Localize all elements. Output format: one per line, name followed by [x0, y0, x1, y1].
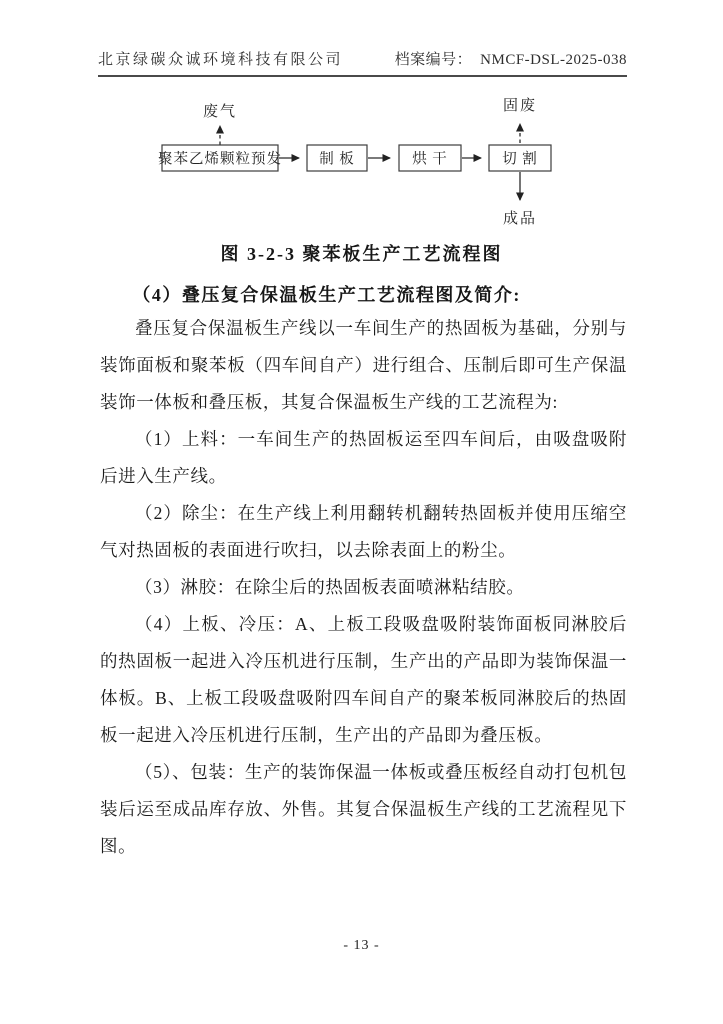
paragraph-step-5: （5）、包装：生产的装饰保温一体板或叠压板经自动打包机包装后运至成品库存放、外售。其复合保温板生产线的工艺流程见下图。	[100, 762, 627, 856]
flow-box-board-making-label: 制 板	[319, 151, 355, 168]
section-heading: （4）叠压复合保温板生产工艺流程图及简介:	[132, 285, 521, 305]
paragraph-step-4: （4）上板、冷压：A、上板工段吸盘吸附装饰面板同淋胶后的热固板一起进入冷压机进行压制，生产出的产品即为装饰保温一体板。B、上板工段吸盘吸附四车间自产的聚苯板同淋胶后的热固板一起进入冷压机进行压制，生产出的产品即为叠压板。	[100, 614, 627, 745]
archive-number-label: 档案编号：	[394, 52, 473, 68]
figure-caption: 图 3-2-3 聚苯板生产工艺流程图	[220, 244, 503, 264]
waste-gas-label: 废气	[202, 104, 238, 120]
archive-number-value: NMCF-DSL-2025-038	[480, 52, 627, 68]
paragraph-step-1: （1）上料：一车间生产的热固板运至四车间后，由吸盘吸附后进入生产线。	[100, 429, 627, 486]
product-label: 成品	[502, 211, 538, 227]
flow-box-cutting-label: 切 割	[502, 151, 538, 168]
flowchart-canvas	[0, 88, 723, 233]
company-name: 北京绿碳众诚环境科技有限公司	[98, 52, 344, 68]
paragraph-step-3: （3）淋胶：在除尘后的热固板表面喷淋粘结胶。	[135, 577, 525, 597]
archive-number	[395, 48, 627, 69]
paragraph-intro: 叠压复合保温板生产线以一车间生产的热固板为基础，分别与装饰面板和聚苯板（四车间自产）进行组合、压制后即可生产保温装饰一体板和叠压板，其复合保温板生产线的工艺流程为:	[100, 318, 627, 412]
process-flowchart	[0, 88, 723, 233]
solid-waste-label: 固废	[502, 98, 538, 114]
body-text	[100, 310, 627, 865]
flow-box-drying-label: 烘 干	[412, 151, 448, 168]
paragraph-step-2: （2）除尘：在生产线上利用翻转机翻转热固板并使用压缩空气对热固板的表面进行吹扫，以去除表面上的粉尘。	[100, 503, 627, 560]
flow-box-pre-expansion-label: 聚苯乙烯颗粒预发	[158, 151, 282, 168]
page-header	[98, 48, 627, 77]
page-number: - 13 -	[343, 938, 380, 953]
